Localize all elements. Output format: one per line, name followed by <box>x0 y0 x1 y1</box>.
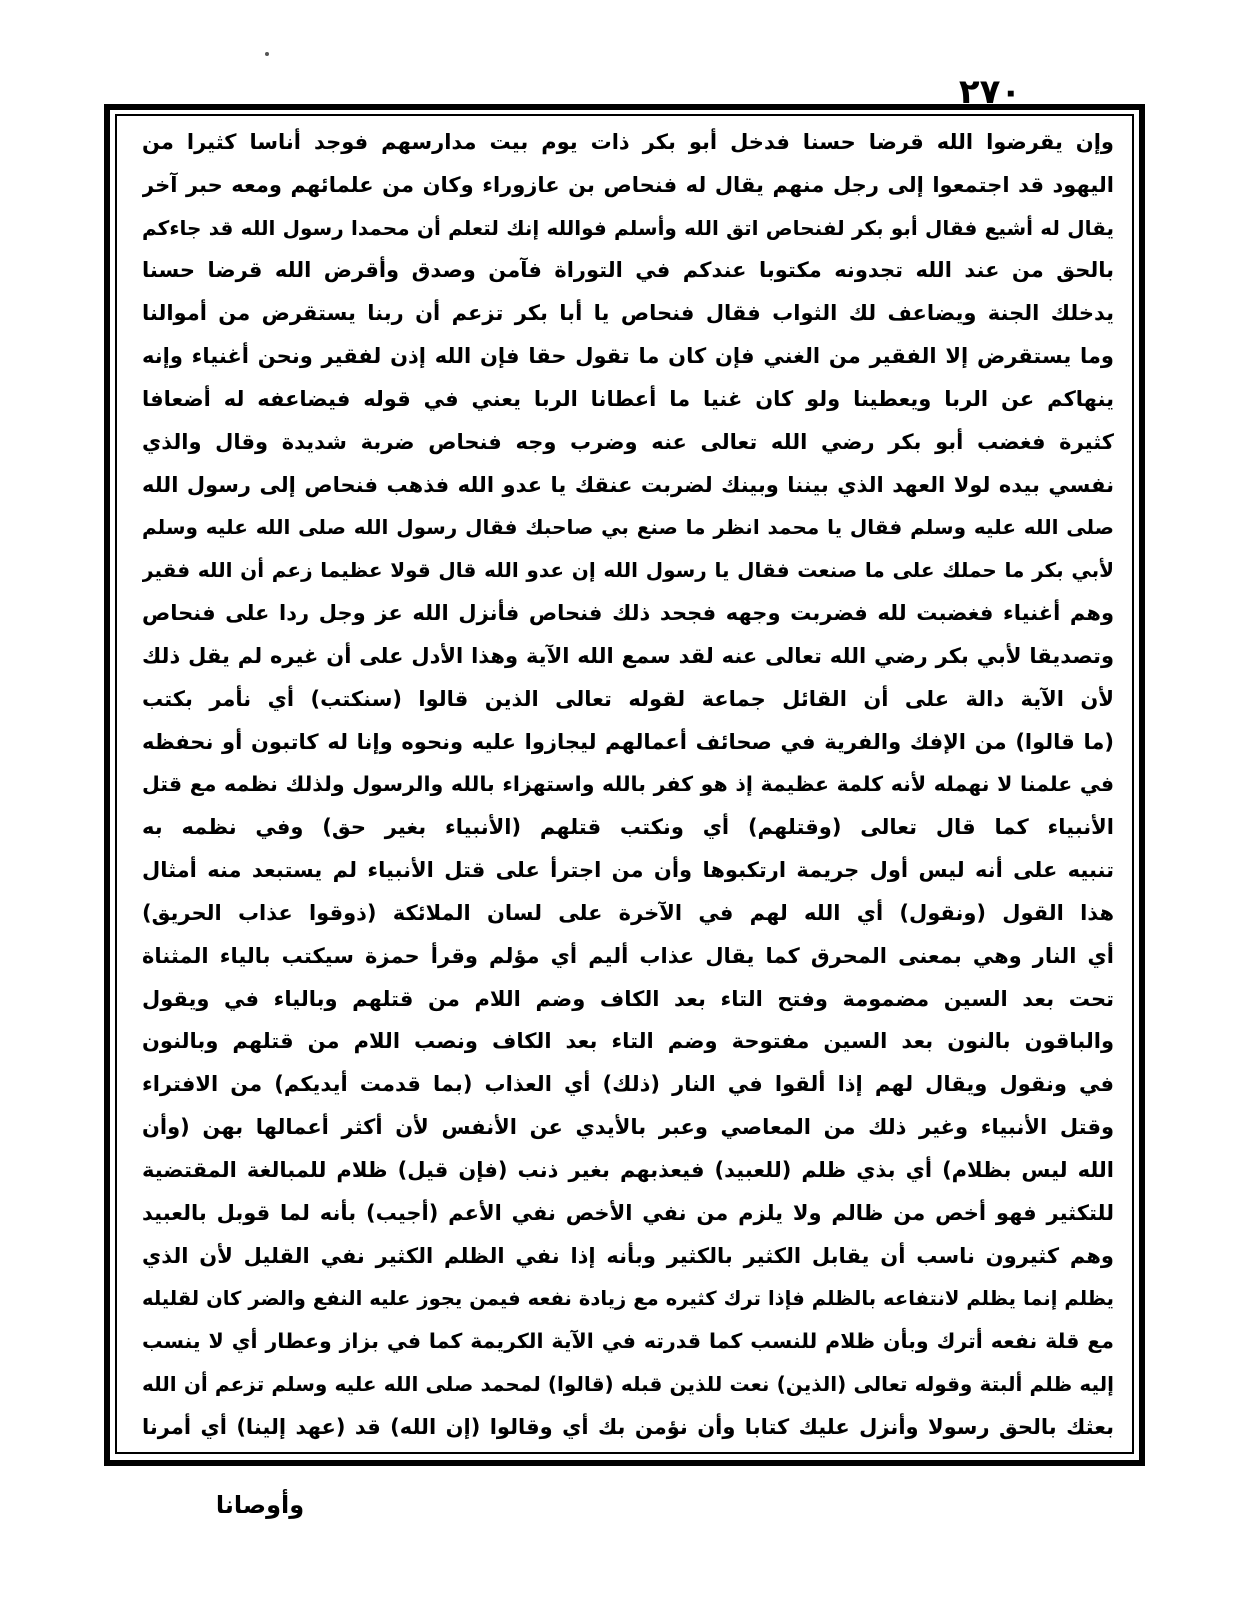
text-line: صلى الله عليه وسلم فقال يا محمد انظر ما صنع بي صاحبك فقال رسول الله صلى الله عليه وسلم <box>142 515 1114 540</box>
text-line: يدخلك الجنة ويضاعف لك الثواب فقال فنحاص يا أبا بكر تزعم أن ربنا يستقرض من أموالنا <box>142 301 1114 326</box>
text-line: يظلم إنما يظلم لانتفاعه بالظلم فإذا ترك كثيره مع زيادة نفعه فيمن يجوز عليه النفع والضر كان لقليله <box>142 1287 1114 1311</box>
text-line: بالحق من عند الله تجدونه مكتوبا عندكم في التوراة فآمن وصدق وأقرض الله قرضا حسنا <box>142 258 1114 283</box>
text-line: تحت بعد السين مضمومة وفتح التاء بعد الكاف وضم اللام من قتلهم وبالياء في ويقول <box>142 986 1114 1011</box>
text-line: للتكثير فهو أخص من ظالم ولا يلزم من نفي الأخص نفي الأعم (أجيب) بأنه لما قوبل بالعبيد <box>142 1200 1114 1225</box>
text-line: إليه ظلم ألبتة وقوله تعالى (الذين) نعت للذين قبله (قالوا) لمحمد صلى الله عليه وسلم تزعم أن الله <box>142 1372 1114 1397</box>
text-line: وهم أغنياء فغضبت لله فضربت وجهه فجحد ذلك فنحاص فأنزل الله عز وجل ردا على فنحاص <box>142 601 1114 626</box>
text-line: وإن يقرضوا الله قرضا حسنا فدخل أبو بكر ذات يوم بيت مدارسهم فوجد أناسا كثيرا من <box>142 130 1114 154</box>
text-line: وقتل الأنبياء وغير ذلك من المعاصي وعبر بالأيدي عن الأنفس لأن أكثر أعمالها بهن (وأن <box>142 1115 1114 1140</box>
text-line: وتصديقا لأبي بكر رضي الله تعالى عنه لقد سمع الله الآية وهذا الأدل على أن غيره لم يقل ذلك <box>142 643 1114 668</box>
text-line: والباقون بالنون بعد السين مفتوحة وضم التاء بعد الكاف ونصب اللام من قتلهم وبالنون <box>142 1029 1114 1054</box>
text-line: وما يستقرض إلا الفقير من الغني فإن كان ما تقول حقا فإن الله إذن لفقير ونحن أغنياء وإنه <box>142 344 1114 369</box>
text-line: أي النار وهي بمعنى المحرق كما يقال عذاب أليم أي مؤلم وقرأ حمزة سيكتب بالياء المثناة <box>142 943 1114 968</box>
text-line: وهم كثيرون ناسب أن يقابل الكثير بالكثير وبأنه إذا نفي الظلم الكثير نفي القليل لأن الذي <box>142 1243 1114 1268</box>
text-line: في علمنا لا نهمله لأنه كلمة عظيمة إذ هو كفر بالله واستهزاء بالله والرسول ولذلك نظمه مع قتل <box>142 772 1114 797</box>
main-text-block <box>142 126 1114 1444</box>
text-line: نفسي بيده لولا العهد الذي بيننا وبينك لضربت عنقك يا عدو الله فذهب فنحاص إلى رسول الله <box>142 472 1114 497</box>
text-line: في ونقول ويقال لهم إذا ألقوا في النار (ذلك) أي العذاب (بما قدمت أيديكم) من الافتراء <box>142 1072 1114 1097</box>
text-line: (ما قالوا) من الإفك والفرية في صحائف أعمالهم ليجازوا عليه ونحوه وإنا له كاتبون أو نحفظه <box>142 729 1114 754</box>
text-line: هذا القول (ونقول) أي الله لهم في الآخرة على لسان الملائكة (ذوقوا عذاب الحريق) <box>142 900 1114 925</box>
text-line: كثيرة فغضب أبو بكر رضي الله تعالى عنه وضرب وجه فنحاص ضربة شديدة وقال والذي <box>142 429 1114 454</box>
text-line: تنبيه على أنه ليس أول جريمة ارتكبوها وأن من اجترأ على قتل الأنبياء لم يستبعد منه أمثال <box>142 858 1114 883</box>
text-line: ينهاكم عن الربا ويعطينا ولو كان غنيا ما أعطانا الربا يعني في قوله فيضاعفه له أضعافا <box>142 386 1114 411</box>
text-line: الله ليس بظلام) أي بذي ظلم (للعبيد) فيعذبهم بغير ذنب (فإن قيل) ظلام للمبالغة المقتضية <box>142 1157 1114 1182</box>
text-line: اليهود قد اجتمعوا إلى رجل منهم يقال له فنحاص بن عازوراء وكان من علمائهم ومعه حبر آخر <box>142 172 1114 197</box>
text-line: لأبي بكر ما حملك على ما صنعت فقال يا رسول الله إن عدو الله قال قولا عظيما زعم أن الله فقير <box>142 558 1114 583</box>
text-line: مع قلة نفعه أترك وبأن ظلام للنسب كما قدرته في الآية الكريمة كما في بزاز وعطار أي لا ينسب <box>142 1329 1114 1354</box>
scan-speck <box>265 52 269 56</box>
catchword: وأوصانا <box>215 1491 305 1519</box>
text-line: يقال له أشيع فقال أبو بكر لفنحاص اتق الله وأسلم فوالله إنك لتعلم أن محمدا رسول الله قد جاءكم <box>142 215 1114 240</box>
text-line: لأن الآية دالة على أن القائل جماعة لقوله تعالى الذين قالوا (سنكتب) أي نأمر بكتب <box>142 686 1114 711</box>
page-number: ٢٧٠ <box>958 72 1022 112</box>
text-line: الأنبياء كما قال تعالى (وقتلهم) أي ونكتب قتلهم (الأنبياء بغير حق) وفي نظمه به <box>142 815 1114 840</box>
text-line: بعثك بالحق رسولا وأنزل عليك كتابا وأن نؤمن بك أي وقالوا (إن الله) قد (عهد إلينا) أي أمرنا <box>142 1414 1114 1439</box>
